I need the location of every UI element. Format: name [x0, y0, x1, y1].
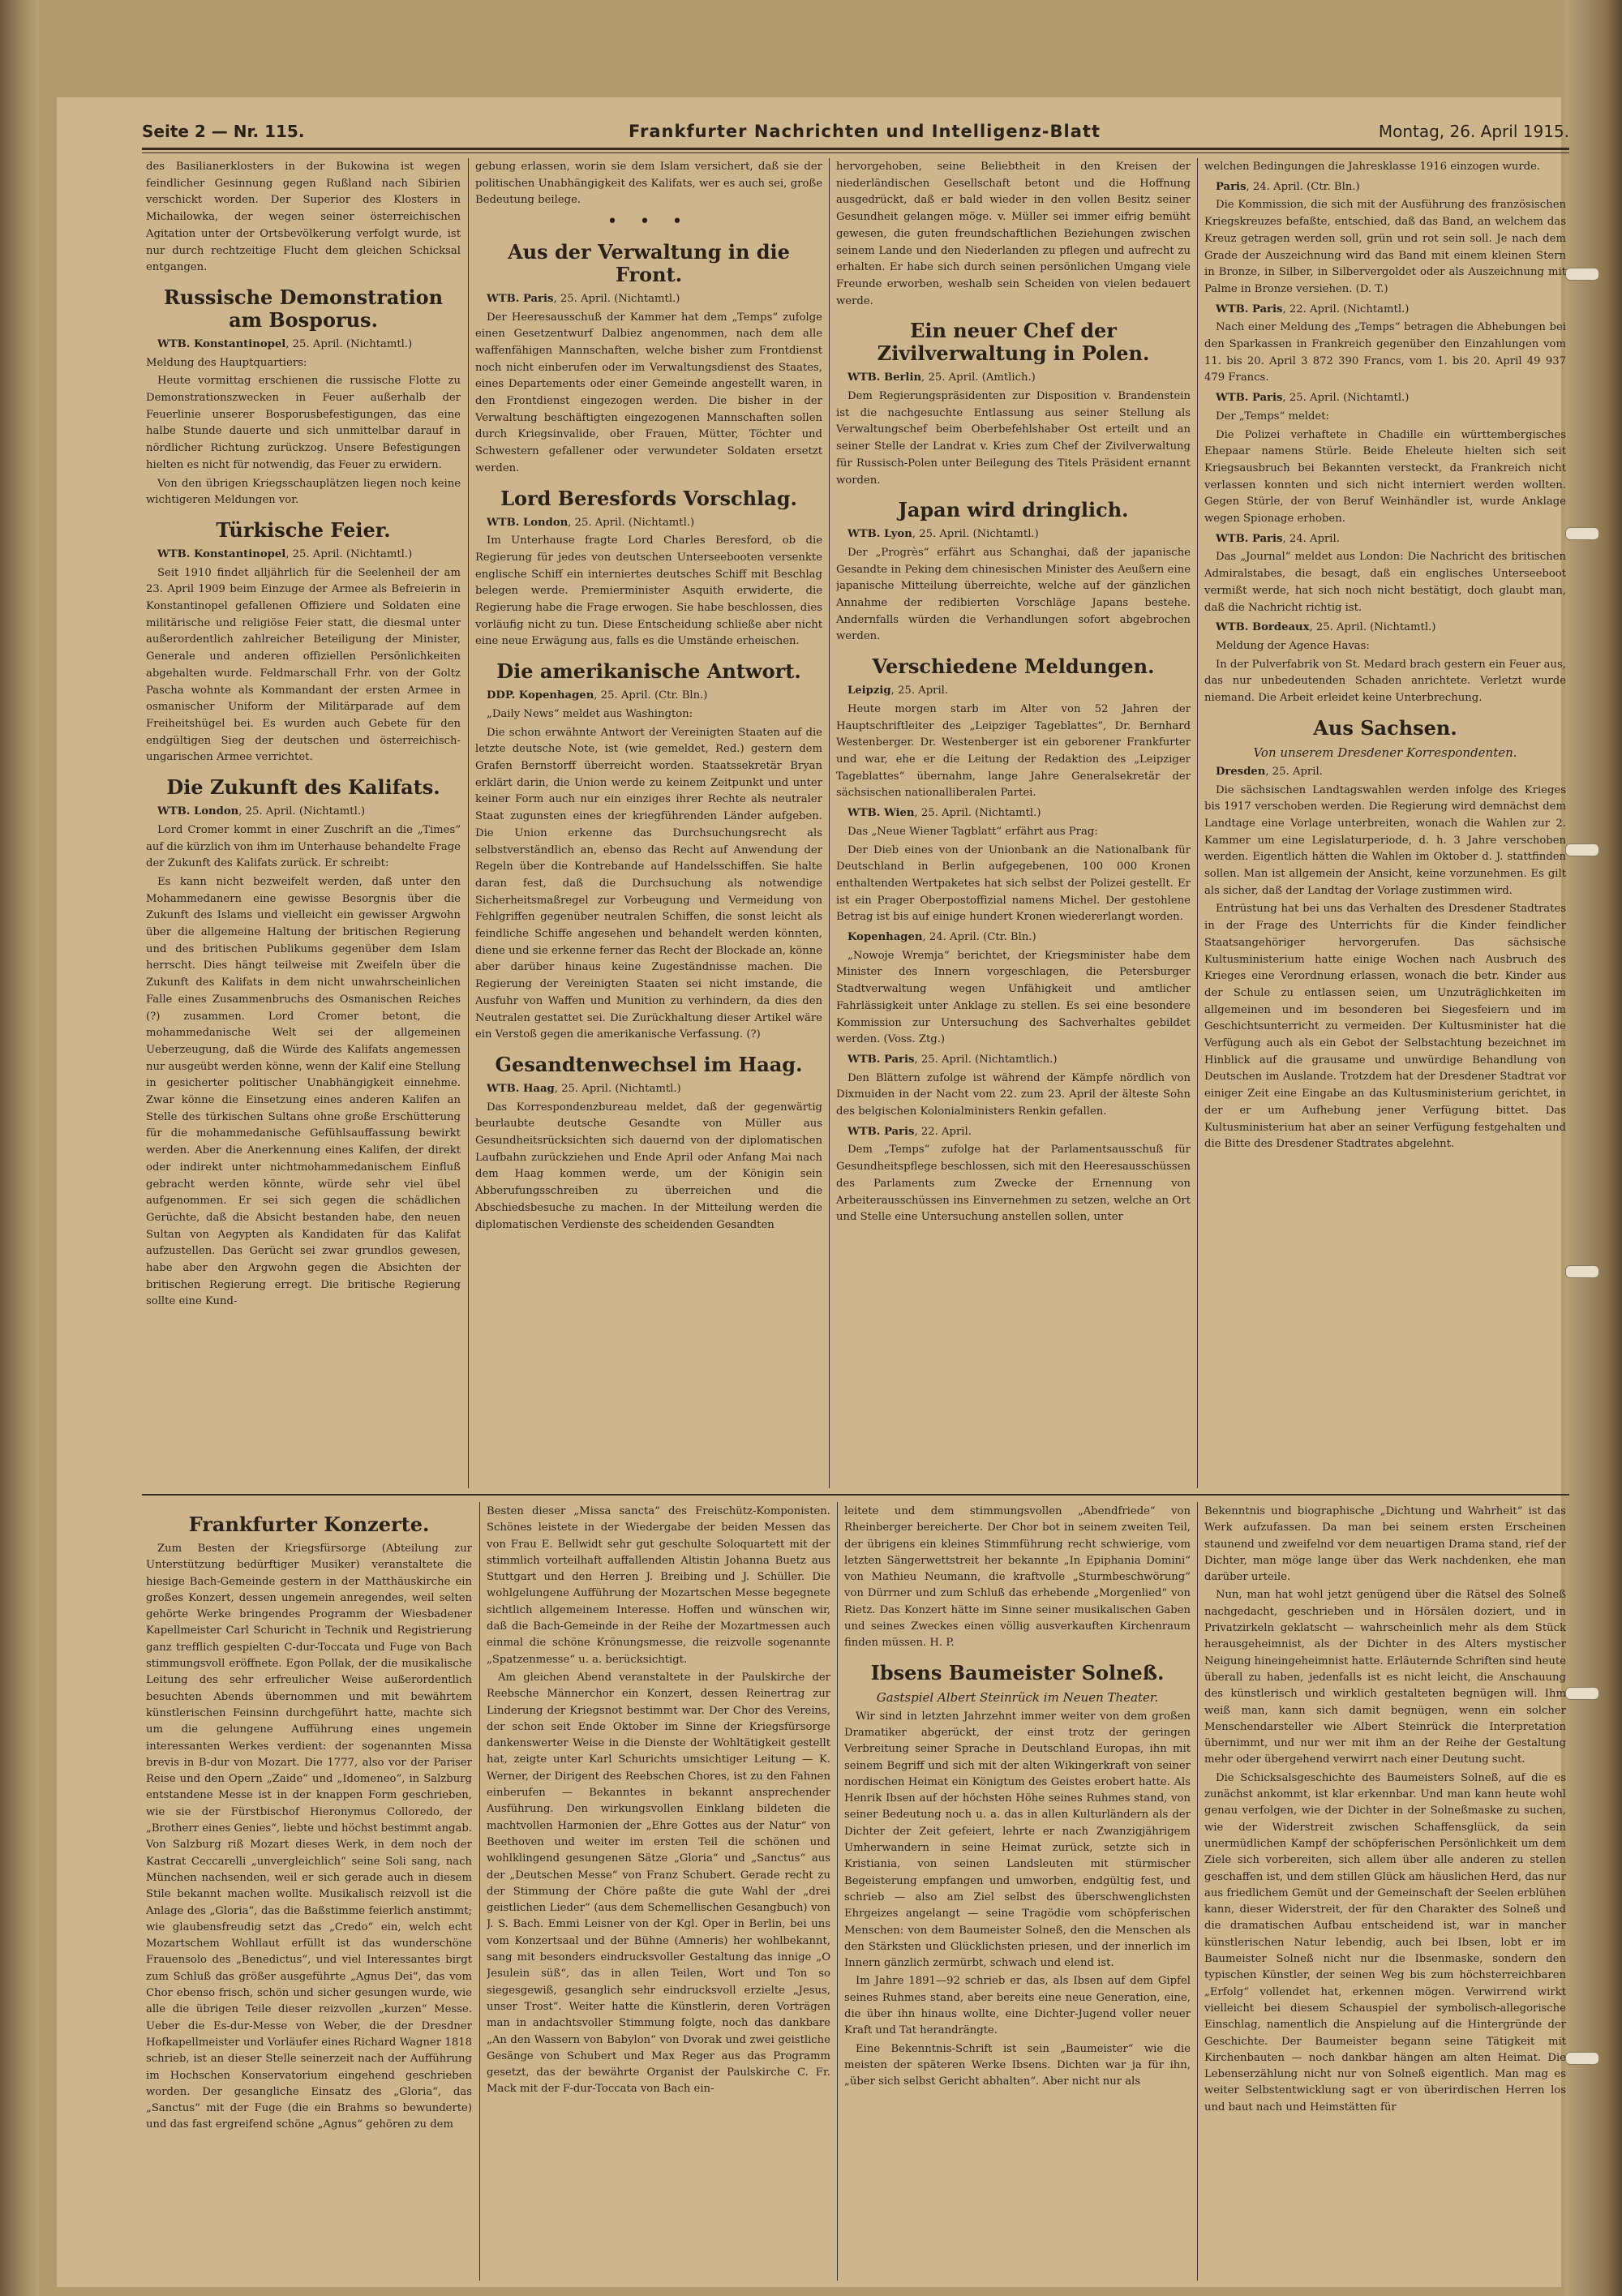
dateline [836, 1052, 1191, 1069]
dateline [475, 1081, 822, 1098]
article-paragraph: Von den übrigen Kriegsschauplätzen liegen noch keine wichtigeren Meldungen vor. [146, 477, 461, 507]
article-paragraph: Meldung der Agence Havas: [1216, 639, 1370, 652]
article-paragraph: Die schon erwähnte Antwort der Vereinigten Staaten auf die letzte deutsche Note, ist (wie gemeldet, Red.) gestern dem Grafen Bernstorff überreicht worden. Staatssekretär Bryan erklärt darin, die Union werde zu keinem Zeitpunkt und unter keiner Form auch nur ein einziges ihrer Rechte als neutraler Staat zugunsten eines der kriegführenden Länder aufgeben. Die Union erkenne das Durchsuchungsrecht als selbstverständlich an, ebenso das Recht auf Anwendung der Regeln über die Kontrebande auf Handelsschiffen. Sie halte daran fest, daß die Durchsuchung als notwendige Sicherheitsmaßregel zur Vorbeugung und Vermeidung von Fehlgriffen gegenüber neutralen Schiffen, die sonst leicht als feindliche Schiffe angesehen und behandelt werden könnten, diene und sie erkenne ferner das Recht der Blockade an, könne aber darüber hinaus keine Zugeständnisse machen. Die Regierung der Vereinigten Staaten sei nicht imstande, die Ausfuhr von Waffen und Munition zu verhindern, da dies den Neutralen gestattet sei. Die Zurückhaltung dieser Artikel wäre ein Verstoß gegen die amerikanische Verfassung. (?) [475, 726, 822, 1041]
column-divider [1197, 158, 1198, 1488]
dateline-separator: , [1246, 180, 1253, 193]
dateline-separator: , [1282, 392, 1289, 405]
dateline-separator: , [568, 516, 575, 529]
dateline-separator: , [914, 1125, 921, 1138]
dateline-date: 25. April. (Nichtamtlich.) [920, 1053, 1058, 1066]
dateline-separator: , [890, 685, 899, 697]
binding-tie [1565, 1265, 1599, 1278]
news-agency: WTB. Paris [847, 1053, 915, 1066]
news-column-4 [1204, 159, 1566, 1489]
dateline [1204, 390, 1566, 407]
news-column-2 [475, 159, 822, 1489]
dateline-date: 22. April. (Nichtamtl.) [1289, 303, 1410, 315]
news-agency: Leipzig [847, 685, 891, 697]
binding-tie [1565, 2052, 1599, 2065]
news-agency: WTB. Haag [487, 1082, 555, 1095]
section-separator: • • • [607, 212, 691, 233]
article-headline: Die amerikanische Antwort. [496, 659, 801, 684]
dateline-date: 25. April. (Amtlich.) [928, 371, 1036, 384]
dateline-date: 24. April. (Ctr. Bln.) [929, 931, 1036, 944]
book-binding [0, 0, 39, 2296]
article-paragraph: Die Polizei verhaftete in Chadille ein württembergisches Ehepaar namens Stürle. Beide Eheleute hielten sich seit Kriegsausbruch bei Bekannten versteckt, da Frankreich nicht verlassen konnten und sich nicht interniert werden wollten. Gegen Stürle, der von Beruf Weinhändler ist, wurde Anklage wegen Spionage erhoben. [1204, 428, 1566, 526]
dateline-date: 25. April. (Nichtamtl.) [574, 516, 695, 529]
news-agency: Paris [1216, 180, 1247, 193]
article-paragraph: Der Heeresausschuß der Kammer hat dem „Temps“ zufolge einen Gesetzentwurf Dalbiez angenommen, nach dem alle waffenfähigen Mannschaften, welche bisher zum Frontdienst noch nicht einberufen oder im Verwaltungsdienst des Staates, eines Departements oder einer Gemeinde angestellt waren, in den Frontdienst eingezogen werden. Die bisher in der Verwaltung beschäftigten eingezogenen Mannschaften sollen durch Kriegsinvalide, ober Frauen, Mütter, Töchter und Schwestern gefallener oder verwundeter Soldaten ersetzt werden. [475, 311, 822, 474]
article-paragraph: hervorgehoben, seine Beliebtheit in den Kreisen der niederländischen Gesellschaft betont und die Hoffnung ausgedrückt, daß er bald wieder in den vollen Besitz seiner Gesundheit gelangen möge. v. Müller sei immer eifrig bemüht gewesen, die guten freundschaftlichen Beziehungen zwischen seinem Lande und den Niederlanden zu pflegen und aufrecht zu erhalten. Er habe sich durch seinen persönlichen Umgang viele Freunde erworben, weshalb sein Scheiden von vielen bedauert werde. [836, 161, 1191, 307]
article-paragraph: Den Blättern zufolge ist während der Kämpfe nördlich von Dixmuiden in der Nacht vom 22. zum 23. April der älteste Sohn des belgischen Kolonialministers Renkin gefallen. [836, 1071, 1191, 1118]
header-rule-thin [142, 152, 1569, 153]
article-paragraph: Im Unterhause fragte Lord Charles Beresford, ob die Regierung für jedes von deutschen Unterseebooten versenkte englische Schiff ein interniertes deutsches Schiff mit Beschlag belegen werde. Premierminister Asquith erwiderte, die Regierung habe die Frage erwogen. Sie habe beschlossen, dies vorläufig nicht zu tun. Diese Entscheidung schließe aber nicht eine neue Erwägung aus, falls es die Umstände erheischen. [475, 534, 822, 648]
news-agency: WTB. Paris [1216, 303, 1283, 315]
dateline-date: 25. April. (Nichtamtl.) [920, 807, 1041, 820]
article-paragraph: Es kann nicht bezweifelt werden, daß unter den Mohammedanern eine gewisse Besorgnis über die Zukunft des Islams und vielleicht ein gewisser Argwohn über die allgemeine Haltung der britischen Regierung und des britischen Publikums gegenüber dem Islam herrscht. Dies hängt teilweise mit Zweifeln über die Zukunft des Kalifats in dem nicht unwahrscheinlichen Falle eines Zusammenbruchs des Osmanischen Reiches (?) zusammen. Lord Cromer betont, die mohammedanische Welt sei der allgemeinen Ueberzeugung, daß die Würde des Kalifats angemessen nur ausgeübt werden könne, wenn der Kalif eine Stellung in gesicherter politischer Unabhängigkeit einnehme. Zwar könne die Einsetzung eines anderen Kalifen an Stelle des türkischen Sultans ohne große Erschütterung für die mohammedanische Gefühlsauffassung bewirkt werden. Aber die Anerkennung eines Kalifen, der direkt oder indirekt unter nichtmohammedanischem Einfluß gebracht werden könnte, würde sehr viel übel aufgenommen. Er sei sich gegen die schädlichen Gerüchte, daß die Absicht bestanden habe, den neuen Sultan von Aegypten als Kandidaten für das Kalifat aufzustellen. Das Gerücht sei zwar grundlos gewesen, habe aber den Argwohn gegen die Absichten der britischen Regierung erregt. Die britische Regierung sollte eine Kund- [146, 875, 461, 1308]
news-agency: WTB. Paris [1216, 532, 1283, 545]
dateline-date: 25. April. (Nichtamtl.) [560, 292, 680, 305]
dateline-date: 24. April. (Ctr. Bln.) [1252, 180, 1360, 193]
article-paragraph: Zum Besten der Kriegsfürsorge (Abteilung zur Unterstützung bedürftiger Musiker) veranstaltete die hiesige Bach-Gemeinde gestern in der Matthäuskirche ein großes Konzert, dessen ungemein anregendes, weil selten gehörte Werke bringendes Programm der Wiesbadener Kapellmeister Carl Schuricht in Technik und Registrierung ganz trefflich gespielten C-dur-Toccata und Fuge von Bach stimmungsvoll eröffnete. Egon Pollak, der die musikalische Leitung des sehr erfreulicher Weise außerordentlich besuchten Abends übernommen und mit bewährtem künstlerischen Feinsinn durchgeführt hatte, machte sich um die gelungene Aufführung eines ungemein interessanten Werkes verdient: der sogenannten Missa brevis in B-dur von Mozart. Die 1777, also vor der Pariser Reise und den Opern „Zaide“ und „Idomeneo“, in Salzburg entstandene Messe ist in der knappen Form geschrieben, wie sie der Fürstbischof Hieronymus Colloredo, der „Brotherr eines Genies“, liebte und höchst bestimmt angab. Von Salzburg riß Mozart dieses Werk, in dem noch der Kastrat Ceccarelli „unvergleichlich“ seine Soli sang, nach München nachsenden, weil er sich gerade auch in diesem Stile bekannt machen wollte. Musikalisch reizvoll ist die Anlage des „Gloria“, das die Baßstimme feierlich anstimmt; wie glaubensfreudig setzt das „Credo“ ein, welch echt Mozartschem Wohllaut erfüllt ist das wunderschöne Frauensolo des „Benedictus“, und viel Interessantes birgt zum Schluß das größer ausgeführte „Agnus Dei“, das vom Chor ebenso frisch, schön und sicher gesungen wurde, wie alle die übrigen Teile dieser reizvollen „kurzen“ Messe. Ueber die Es-dur-Messe von Weber, die der Dresdner Hofkapellmeister und Vorläufer eines Richard Wagner 1818 schrieb, ist an dieser Stelle seinerzeit nach der Aufführung im Hochschen Konservatorium eingehend geschrieben worden. Der gesangliche Einsatz des „Gloria“, das „Sanctus“ mit der Fuge (die ein Brahms so bewunderte) und das fast ergreifend schöne „Agnus“ gehören zu dem [146, 1543, 472, 2131]
article-headline: Die Zukunft des Kalifats. [166, 775, 440, 800]
article-headline: Japan wird dringlich. [898, 498, 1129, 522]
article-headline: Türkische Feier. [216, 517, 391, 542]
dateline [146, 804, 461, 821]
dateline [836, 1124, 1191, 1141]
article-headline: Gesandtenwechsel im Haag. [495, 1052, 803, 1076]
article-headline: Russische Demonstration am Bosporus. [163, 285, 444, 332]
dateline [1204, 531, 1566, 548]
dateline [836, 370, 1191, 387]
dateline-date: 25. April. (Nichtamtl.) [919, 528, 1039, 541]
article-subheadline: Von unserem Dresdener Korrespondenten. [1253, 745, 1517, 760]
article-paragraph: Eine Bekenntnis-Schrift ist sein „Baumeister“ wie die meisten der späteren Werke Ibsens. Dichten war ja für ihn, „über sich selbst Gericht abhalten“. Aber nicht nur als [844, 2042, 1191, 2088]
dateline-date: 25. April. (Ctr. Bln.) [600, 689, 708, 702]
article-paragraph: Das Korrespondenzbureau meldet, daß der gegenwärtig beurlaubte deutsche Gesandte von Müller aus Gesundheitsrücksichten sich dauernd von der diplomatischen Laufbahn zurückziehen und Ende April oder Anfang Mai nach dem Haag kommen werde, um der Königin sein Abberufungsschreiben zu überreichen und die Abschiedsbesuche zu machen. In der Mitteilung werden die diplomatischen Verdienste des scheidenden Gesandten [475, 1101, 822, 1231]
news-agency: Dresden [1216, 765, 1266, 778]
feuilleton-rule [142, 1494, 1569, 1496]
news-agency: WTB. Lyon [847, 528, 912, 541]
news-agency: WTB. Bordeaux [1216, 621, 1310, 634]
dateline-separator: , [285, 547, 293, 560]
binding-tie [1565, 843, 1599, 856]
page-header [142, 122, 1569, 146]
news-agency: WTB. Paris [847, 1125, 915, 1138]
binding-tie [1565, 527, 1599, 540]
dateline [836, 683, 1191, 700]
article-paragraph: Dem Regierungspräsidenten zur Disposition v. Brandenstein ist die nachgesuchte Entlassung aus seiner Stellung als Verwaltungschef beim Oberbefehlshaber Ost erteilt und an seiner Stelle der Landrat v. Kries zum Chef der Zivilverwaltung für Russisch-Polen unter Beilegung des Titels Präsident ernannt worden. [836, 390, 1191, 487]
dateline-separator: , [912, 528, 920, 541]
article-paragraph: Die sächsischen Landtagswahlen werden infolge des Krieges bis 1917 verschoben werden. Die Regierung wird demnächst dem Landtage eine Vorlage unterbreiten, wonach die Wahlen zur 2. Kammer um eine Legislaturperiode, d. h. 3 Jahre verschoben werden. Eigentlich hätten die Wahlen im Oktober d. J. stattfinden sollen. Man ist allgemein der Ansicht, keine vorzunehmen. Es gilt als sicher, daß der Landtag der Vorlage zustimmen wird. [1204, 783, 1566, 897]
article-paragraph: des Basilianerklosters in der Bukowina ist wegen feindlicher Gesinnung gegen Rußland nach Sibirien verschickt worden. Der Superior des Klosters in Michailowka, der wegen seiner österreichischen Agitation unter der Ortsbevölkerung verfolgt wurde, ist nur durch rechtzeitige Flucht dem gleichen Schicksal entgangen. [146, 161, 461, 274]
article-headline: Ibsens Baumeister Solneß. [870, 1660, 1165, 1684]
dateline-separator: , [1282, 532, 1289, 545]
news-agency: WTB. Paris [1216, 392, 1283, 405]
article-paragraph: In der Pulverfabrik von St. Medard brach gestern ein Feuer aus, das nur unbedeutenden Schaden anrichtete. Verletzt wurde niemand. Die Arbeit erleidet keine Unterbrechung. [1204, 658, 1566, 705]
dateline-date: 22. April. [920, 1125, 972, 1138]
article-headline: Aus Sachsen. [1313, 715, 1457, 740]
article-paragraph: Lord Cromer kommt in einer Zuschrift an die „Times“ auf die kürzlich von ihm im Unterhause behandelte Frage der Zukunft des Kalifats zurück. Er schreibt: [146, 823, 461, 870]
feuilleton-column-1 [146, 1504, 472, 2282]
feuilleton-column-3 [844, 1504, 1191, 2282]
binding-tie [1565, 268, 1599, 281]
article-paragraph: Dem „Temps“ zufolge hat der Parlamentsausschuß für Gesundheitspflege beschlossen, sich mit den Heeresausschüssen des Parlaments zum Zwecke der Ernennung von Arbeiterausschüssen ins Einvernehmen zu setzen, welche an Ort und Stelle eine Untersuchung anstellen sollen, unter [836, 1144, 1191, 1224]
dateline-separator: , [594, 689, 601, 702]
article-headline: Ein neuer Chef der Zivilverwaltung in Polen. [877, 319, 1150, 366]
feuilleton-column-4 [1204, 1504, 1566, 2282]
article-paragraph: Nun, man hat wohl jetzt genügend über die Rätsel des Solneß nachgedacht, geschrieben und in Hörsälen doziert, und in Privatzirkeln geklatscht — wahrscheinlich mehr als dem Stück herausgeheimnist, als der Dichter in des Alters mystischer Neigung hineingeheimnist hatte. Erläuternde Schriften sind heute überall zu haben, jedenfalls ist es nicht leicht, die Anschauung des künstlerisch und wirklich gestalteten begnügen will. Ihm weiß man, kann sich damit begnügen, wenn ein solcher Menschendarsteller wie Albert Steinrück die Interpretation übernimmt, und nur wer mit ihm an der Reihe der Gestaltung mehr oder übergehend verwirrt nach einer Deutung sucht. [1204, 1589, 1566, 1766]
dateline-separator: , [285, 337, 293, 350]
dateline [1204, 179, 1566, 196]
news-agency: DDP. Kopenhagen [487, 689, 594, 702]
dateline [1204, 620, 1566, 637]
dateline [475, 515, 822, 532]
article-paragraph: welchen Bedingungen die Jahresklasse 1916 einzogen wurde. [1204, 161, 1541, 173]
article-paragraph: Der „Temps“ meldet: [1216, 410, 1329, 423]
dateline-date: 25. April. (Nichtamtl.) [1289, 392, 1410, 405]
binding-tie [1565, 1687, 1599, 1700]
dateline-separator: , [554, 1082, 562, 1095]
dateline [836, 526, 1191, 543]
article-paragraph: gebung erlassen, worin sie dem Islam versichert, daß sie der politischen Unabhängigkeit des Kalifats, wer es auch sei, große Bedeutung beilege. [475, 161, 822, 207]
column-divider [468, 158, 469, 1488]
dateline [836, 805, 1191, 822]
news-column-3 [836, 159, 1191, 1489]
article-paragraph: Besten dieser „Missa sancta“ des Freischütz-Komponisten. Schönes leistete in der Wiedergabe der beiden Messen das von Frau E. Bellwidt sehr gut geschulte Soloquartett mit der stimmlich vorteilhaft auffallenden Altistin Johanna Buetz aus Stuttgart und den Herren J. Breibing und J. Schüller. Die wohlgelungene Aufführung der Mozartschen Messe begegnete sichtlich allgemeinem Interesse. Hoffen und wünschen wir, daß die Bach-Gemeinde in der Reihe der Mozartmessen auch einmal die schöne Krönungsmesse, die reizvolle sogenannte „Spatzenmesse“ u. a. berücksichtigt. [487, 1505, 830, 1666]
article-headline: Aus der Verwaltung in die Front. [508, 239, 790, 286]
dateline [146, 337, 461, 354]
dateline-separator: , [914, 1053, 921, 1066]
article-paragraph: Das „Journal“ meldet aus London: Die Nachricht des britischen Admiralstabes, die besagt, daß ein englisches Unterseeboot vermißt werde, hat sich noch nicht bestätigt, doch glaubt man, daß die Nachricht richtig ist. [1204, 551, 1566, 614]
news-agency: WTB. Konstantinopel [157, 547, 286, 560]
article-paragraph: Der „Progrès“ erfährt aus Schanghai, daß der japanische Gesandte in Peking dem chinesischen Minister des Aeußern eine japanische Mitteilung überreichte, welche auf der gänzlichen Annahme der redibierten Vorschläge Japans bestehe. Andernfalls würden die Verhandlungen sofort abgebrochen werden. [836, 546, 1191, 643]
masthead-title: Frankfurter Nachrichten und Intelligenz-Blatt [629, 122, 1101, 141]
article-paragraph: Heute morgen starb im Alter von 52 Jahren der Hauptschriftleiter des „Leipziger Tageblattes“, Dr. Bernhard Westenberger. Dr. Westenberger ist ein geborener Frankfurter und war, ehe er die Leitung der Redaktion des „Leipziger Tageblattes“ übernahm, lange Jahre Generalsekretär der sächsischen nationalliberalen Partei. [836, 702, 1191, 800]
article-paragraph: Der Dieb eines von der Unionbank an die Nationalbank für Deutschland in Berlin aufgegebenen, 100 000 Kronen enthaltenden Wertpaketes hat sich selbst der Polizei gestellt. Er ist ein Prager Oberpostoffizial namens Michel. Der gestohlene Betrag ist bis auf einige hundert Kronen wiedererlangt worden. [836, 843, 1191, 924]
news-agency: WTB. Berlin [847, 371, 922, 384]
dateline [146, 547, 461, 564]
news-agency: WTB. London [157, 805, 239, 818]
dateline-separator: , [553, 292, 560, 305]
dateline-date: 25. April. (Nichtamtl.) [561, 1082, 681, 1095]
article-paragraph: Die Schicksalsgeschichte des Baumeisters Solneß, auf die es zunächst ankommt, ist klar erkennbar. Und man kann heute wohl genau verfolgen, wie der Dichter in der Solneßmaske zu suchen, wie der Widerstreit zwischen Schaffensglück, da sein unermüdlichen Kampf der schöpferischen Persönlichkeit um dem Ziele sich vorbereiten, sich allem über alle anderen zu stellen geschaffen ist, und dem stillen Glück am häuslichen Herd, das nur aus friedlichem Gemüt und der Gemeinschaft der Seelen erblühen kann, dieser Widerstreit, der für den Charakter des Solneß und die dramatischen Aufbau entscheidend ist, war in mancher künstlerischen Natur lebendig, auch bei Ibsen, lobt er im Baumeister Solneß nicht nur die Ibsenmaske, sondern den typischen Künstler, der seinen Weg bis zum höchsterreichbaren „Erfolg“ vollendet hat, erkennen mögen. Verwirrend wirkt vielleicht bei diesem Schauspiel der symbolisch-allegorische Einschlag, namentlich die Anspielung auf die Hintergründe der Geschichte. Der Baumeister begann seine Tätigkeit mit Kirchenbauten — noch dankbar hängen am alten Heimat. Die Lebenserzählung nicht nur von Solneß eigentlich. Man mag es weiter Selbstentwicklung sagt er von überirdischen Herren los und baut nach und Heimstätten für [1204, 1771, 1566, 2114]
column-divider [479, 1502, 480, 2281]
news-agency: Kopenhagen [847, 931, 923, 944]
dateline [475, 291, 822, 308]
header-rule [142, 148, 1569, 150]
article-paragraph: Heute vormittag erschienen die russische Flotte zu Demonstrationszwecken in Feuer außerhalb der Feuerlinie unserer Bosporusbefestigungen, das eine halbe Stunde dauerte und sich unmittelbar darauf in nördlicher Richtung zurückzog. Unsere Befestigungen hielten es nicht für notwendig, das Feuer zu erwidern. [146, 375, 461, 471]
feuilleton-column-2 [487, 1504, 830, 2282]
dateline-date: 25. April. (Nichtamtl.) [245, 805, 366, 818]
dateline-separator: , [1309, 621, 1316, 634]
dateline-separator: , [914, 807, 921, 820]
article-paragraph: „Daily News“ meldet aus Washington: [487, 707, 693, 720]
article-paragraph: Am gleichen Abend veranstaltete in der Paulskirche der Reebsche Männerchor ein Konzert, dessen Reinertrag zur Linderung der Kriegsnot bestimmt war. Der Chor des Vereins, der schon seit Ende Oktober im Sinne der Kriegsfürsorge dankenswerter Weise in die Dienste der Wohltätigkeit gestellt hat, zeigte unter Karl Schurichts umsichtiger Leitung — K. Werner, der Dirigent des Reebschen Chores, ist zu den Fahnen einberufen — Bekanntes in bekannt ansprechender Ausführung. Den wirkungsvollen Einklang bildeten die machtvollen Harmonien der „Ehre Gottes aus der Natur“ von Beethoven und weiter im ersten Teil die schönen und wohlklingend gesungenen Sätze „Gloria“ und „Sanctus“ aus der „Deutschen Messe“ von Franz Schubert. Gerade recht zu der Stimmung der Chöre paßte die gute Wahl der „drei geistlichen Lieder“ (aus dem Schemellischen Gesangbuch) von J. S. Bach. Emmi Leisner von der Kgl. Oper in Berlin, bei uns vom Konzertsaal und der Bühne (Amneris) her wohlbekannt, sang mit besonders eindrucksvoller Gestaltung das innige „O Jesulein süß“, das in allen Teilen, Wort und Ton so siegesgewiß, gesanglich sehr eindrucksvoll erzielte „Jesus, unser Trost“. Weiter hatte die Künstlerin, deren Vorträgen man in andachtsvoller Stimmung folgte, noch das dankbare „An den Wassern von Babylon“ von Dvorak und zwei geistliche Gesänge von Schubert und Max Reger aus das Programm gesetzt, das der bewährte Organist der Paulskirche C. Fr. Mack mit der F-dur-Toccata von Bach ein- [487, 1671, 830, 2096]
dateline-separator: , [922, 931, 929, 944]
article-paragraph: Seit 1910 findet alljährlich für die Seelenheil der am 23. April 1909 beim Einzuge der Armee als Befreierin in Konstantinopel gefallenen Offiziere und Soldaten eine militärische und religiöse Feier statt, die diesmal unter außerordentlich zahlreicher Beteiligung der Minister, Generale und anderen offiziellen Persönlichkeiten abgehalten wurde. Feldmarschall Frhr. von der Goltz Pascha wohnte als Kommandant der ersten Armee in osmanischer Uniform der Militärparade auf dem Freiheitshügel bei. Es wurden auch Gebete für den endgültigen Sieg der deutschen und österreichisch-ungarischen Armee verrichtet. [146, 566, 461, 764]
article-paragraph: Bekenntnis und biographische „Dichtung und Wahrheit“ ist das Werk aufzufassen. Da man bei seinem ersten Erscheinen staunend und zweifelnd vor dem neuartigen Drama stand, rief der Dichter, man möge lange über das Werk nachdenken, ehe man darüber urteile. [1204, 1505, 1566, 1584]
news-agency: WTB. Paris [487, 292, 554, 305]
dateline [1204, 764, 1566, 781]
dateline-separator: , [921, 371, 929, 384]
article-paragraph: „Nowoje Wremja“ berichtet, der Kriegsminister habe dem Minister des Innern vorgeschlagen, die Petersburger Stadtverwaltung wegen Unfähigkeit und amtlicher Fahrlässigkeit unter Anklage zu stellen. Es sei eine besondere Kommission zur Untersuchung des Sachverhaltes gebildet werden. (Voss. Ztg.) [836, 949, 1191, 1046]
dateline-separator: , [238, 805, 246, 818]
dateline-separator: , [1265, 765, 1272, 778]
article-paragraph: Nach einer Meldung des „Temps“ betragen die Abhebungen bei den Sparkassen in Frankreich gegenüber den Einzahlungen vom 11. bis 20. April 3 872 390 Francs, vom 1. bis 20. April 49 937 479 Francs. [1204, 321, 1566, 384]
page-edge [1565, 0, 1622, 2296]
dateline [836, 929, 1191, 946]
news-column-1 [146, 159, 461, 1489]
article-paragraph: leitete und dem stimmungsvollen „Abendfriede“ von Rheinberger bereicherte. Der Chor bot in seinem zweiten Teil, der übrigens ein kleines Stimmführung recht schwierige, vom letzten Sängerwettstreit her bekannte „In Epiphania Domini“ von Mathieu Neumann, die kraftvolle „Sturmbeschwörung“ von Dürrner und zum Schluß das erhebende „Morgenlied“ von Rietz. Das Konzert hätte im Sinne seiner musikalischen Gaben und seines Zweckes einen völlig ausverkauften Kirchenraum finden müssen. H. P. [844, 1505, 1191, 1650]
article-headline: Lord Beresfords Vorschlag. [500, 486, 797, 510]
article-headline: Frankfurter Konzerte. [188, 1513, 430, 1536]
article-subheadline: Gastspiel Albert Steinrück im Neuen Theater. [876, 1689, 1159, 1705]
dateline-date: 25. April. [1272, 765, 1323, 778]
column-divider [1197, 1502, 1198, 2281]
dateline-date: 25. April. (Nichtamtl.) [292, 337, 413, 350]
article-paragraph: Wir sind in letzten Jahrzehnt immer weiter von dem großen Dramatiker abgerückt, der einst trotz der geringen Verbreitung seiner Sprache in Deutschland Europas, ihn mit seinem Begriff und sich mit der alten Wikingerkraft von seiner nordischen Heimat ein Königtum des Geistes erobert hatte. Als Henrik Ibsen auf der höchsten Höhe seines Ruhmes stand, von seiner Bedeutung noch u. a. das in allen Kulturländern als der Dichter der Zeit gefeiert, lehrte er nach Zwanzigjährigem Umherwandern in seine Heimat zurück, setzte sich in Kristiania, von seinen Landsleuten mit stürmischer Begeisterung empfangen und umworben, endgültig fest, und schrieb — also am Ziel selbst des überschwenglichsten Ehrgeizes angelangt — seine Tragödie vom schöpferischen Menschen: von dem Baumeister Solneß, den die Menschen als den Stärksten und Glücklichsten priesen, und der innerlich im Innern gänzlich zermürbt, schwach und elend ist. [844, 1710, 1191, 1970]
dateline-date: 25. April. (Nichtamtl.) [1315, 621, 1436, 634]
article-headline: Verschiedene Meldungen. [872, 654, 1155, 679]
article-paragraph: Die Kommission, die sich mit der Ausführung des französischen Kriegskreuzes befaßte, entschied, daß das Band, an welchem das Kreuz getragen werden soll, grün und rot sein soll. Je nach dem Grade der Auszeichnung wird das Band mit einem kleinen Stern in Bronze, in Silber, in Silbervergoldet oder als Auszeichnung mit Palme in Bronze versiehen. (D. T.) [1204, 199, 1566, 295]
article-paragraph: Im Jahre 1891—92 schrieb er das, als Ibsen auf dem Gipfel seines Ruhmes stand, aber bereits eine neue Generation, eine, die über ihn hinaus wollte, eine Dichter-Jugend voller neuer Kraft und Tat herandrängte. [844, 1975, 1191, 2037]
column-divider [829, 158, 830, 1488]
dateline-separator: , [1282, 303, 1289, 315]
column-divider [837, 1502, 838, 2281]
dateline-date: 25. April. [898, 685, 949, 697]
news-agency: WTB. London [487, 516, 569, 529]
dateline-date: 24. April. [1289, 532, 1340, 545]
article-paragraph: Entrüstung hat bei uns das Verhalten des Dresdener Stadtrates in der Frage des Unterrichts für die Kinder feindlicher Staatsangehöriger hervorgerufen. Das sächsische Kultusministerium hatte einige Wochen nach Ausbruch des Krieges eine Verordnung erlassen, wonach die betr. Kinder aus der Schule zu entlassen seien, um Unzuträglichkeiten im allgemeinen und im besonderen bei Siegesfeiern und im Geschichtsunterricht zu vermeiden. Der Kultusminister hat die Verfügung auch als ein Gebot der Selbstachtung bezeichnet im Hinblick auf die grausame und unwürdige Behandlung von Deutschen im Auslande. Trotzdem hat der Dresdener Stadtrat vor einiger Zeit eine Eingabe an das Kultusministerium gerichtet, in der er um Aufhebung jener Verfügung bittet. Das Kultusministerium hat aber an seiner Verfügung festgehalten und die Bitte des Dresdener Stadtrates abgelehnt. [1204, 903, 1566, 1151]
page-number: Seite 2 — Nr. 115. [142, 122, 305, 141]
dateline-date: 25. April. (Nichtamtl.) [292, 547, 413, 560]
dateline [1204, 302, 1566, 319]
news-agency: WTB. Konstantinopel [157, 337, 286, 350]
dateline [475, 688, 822, 705]
issue-date: Montag, 26. April 1915. [1378, 122, 1569, 141]
news-agency: WTB. Wien [847, 807, 915, 820]
article-paragraph: Das „Neue Wiener Tagblatt“ erfährt aus Prag: [847, 825, 1098, 838]
article-paragraph: Meldung des Hauptquartiers: [146, 356, 307, 369]
